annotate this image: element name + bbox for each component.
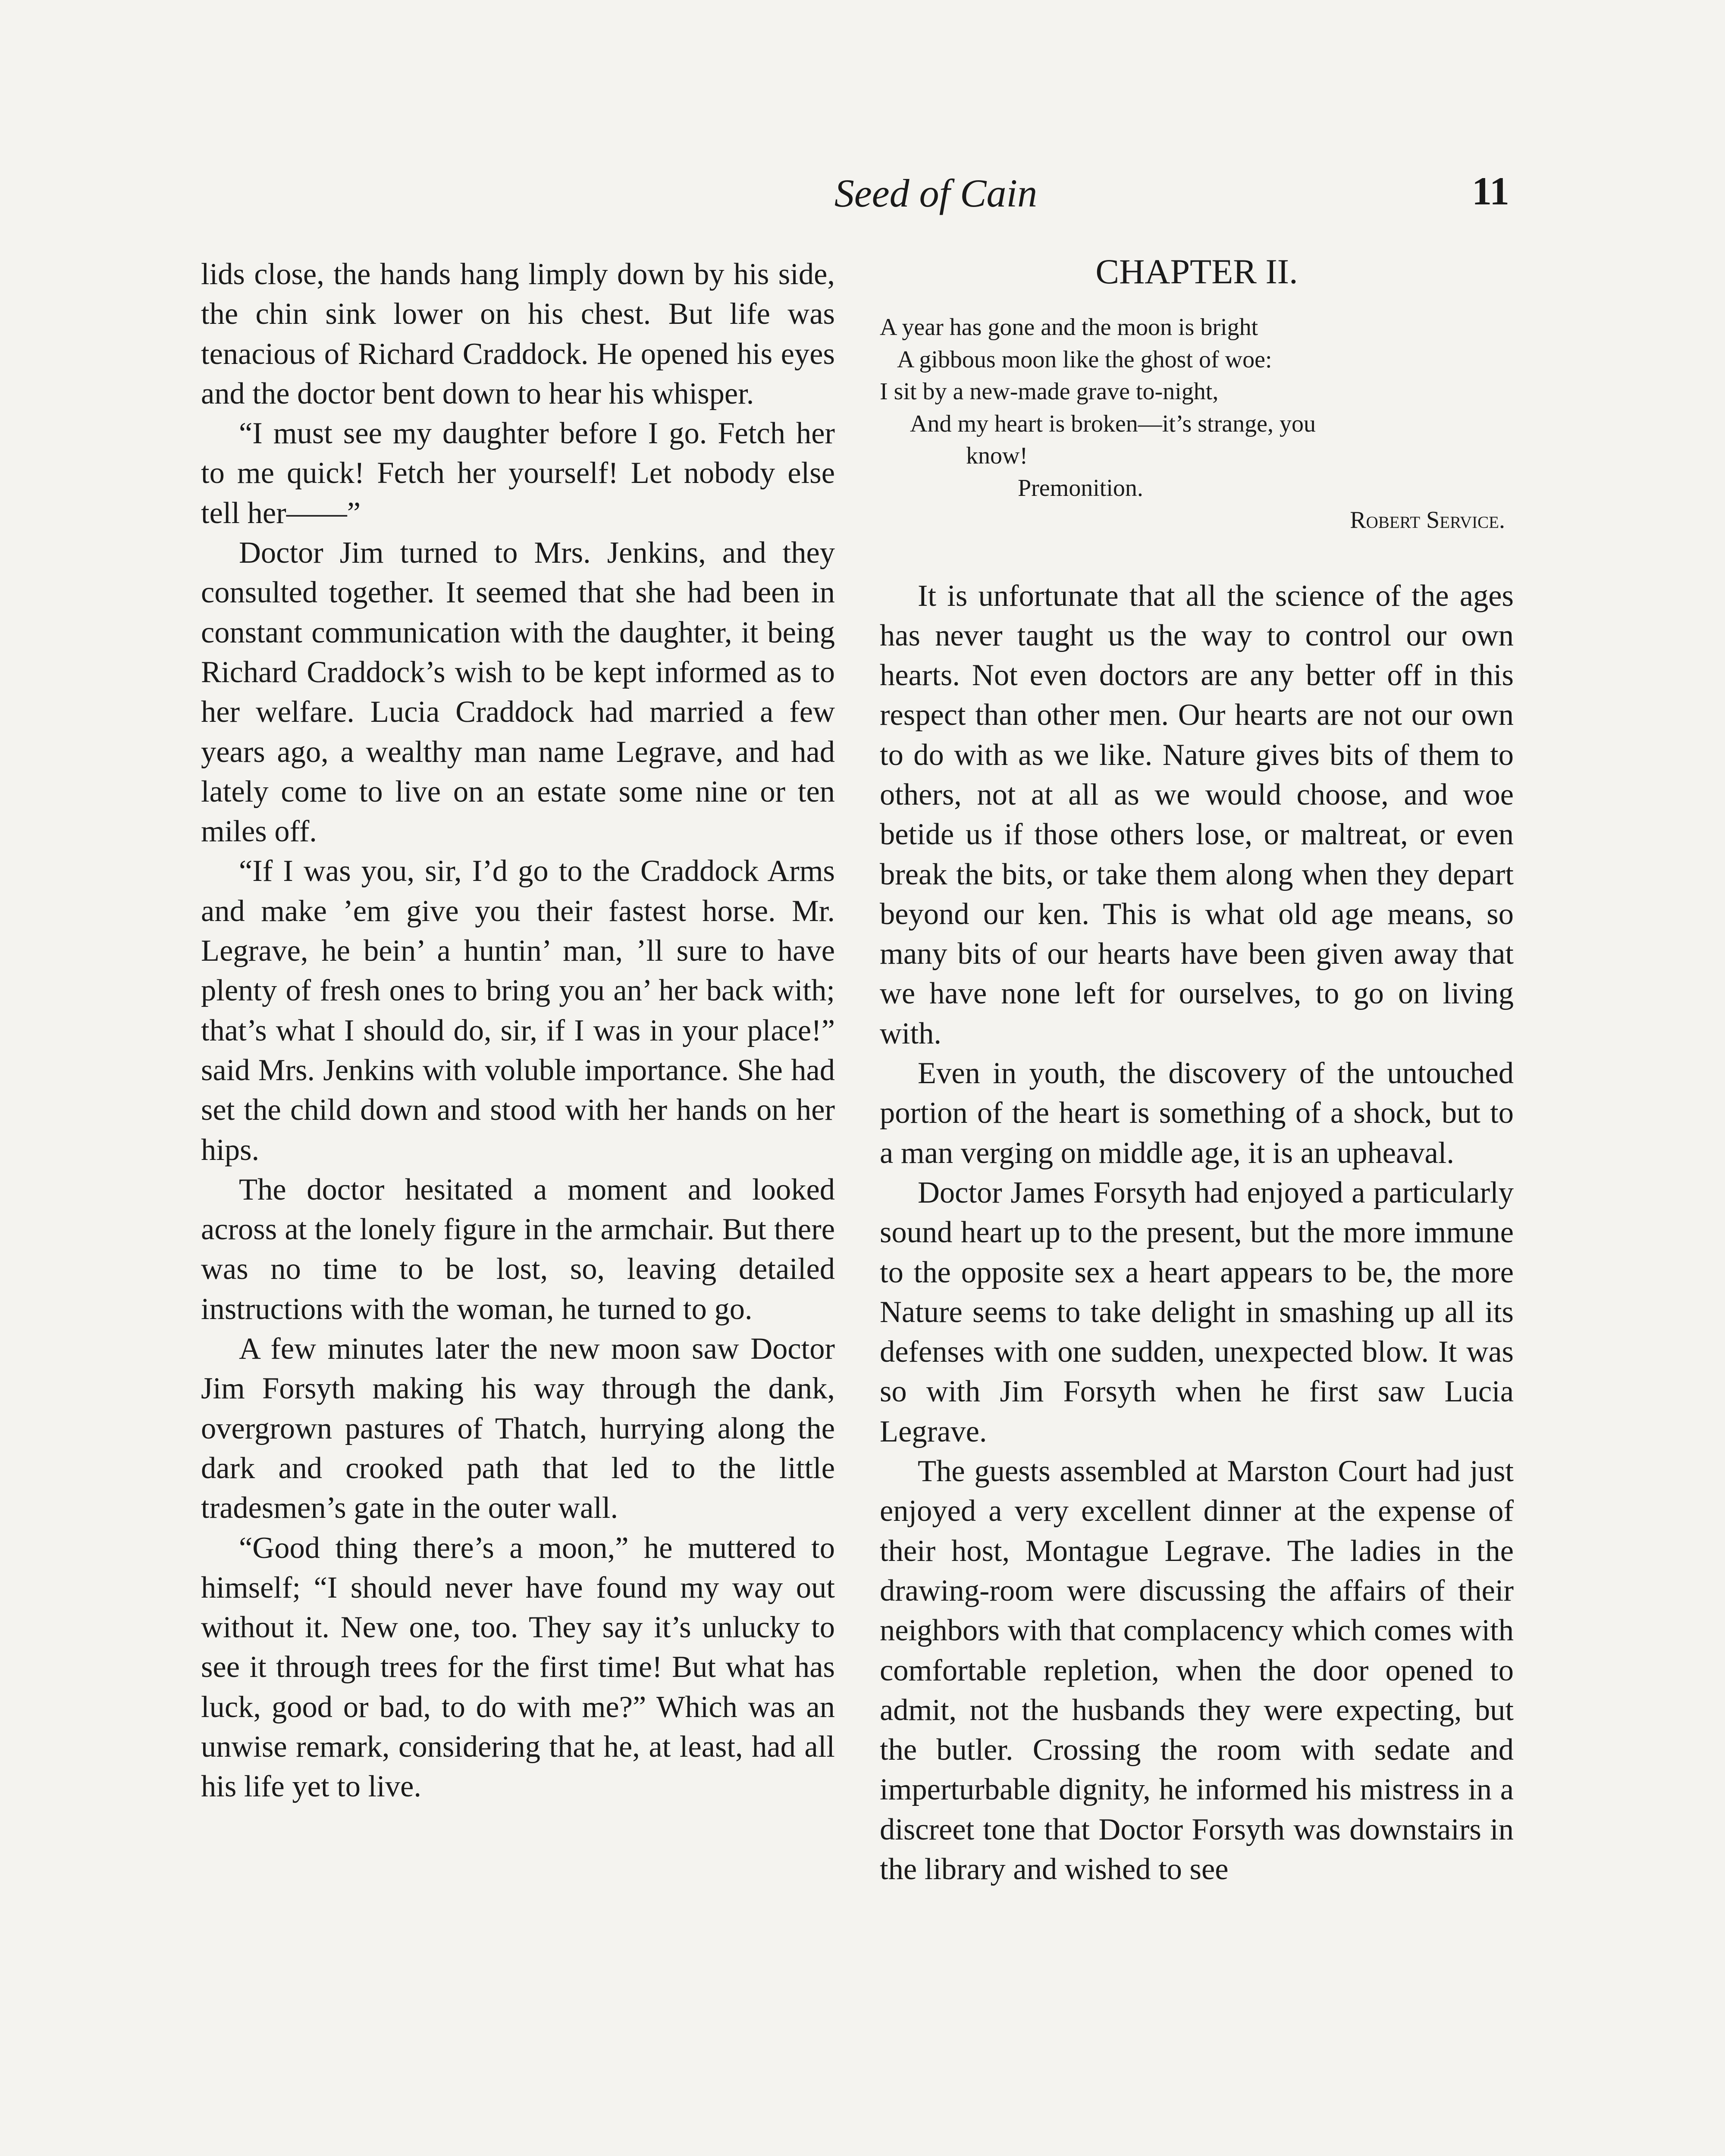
epigraph-line: And my heart is broken—it’s strange, you [910,410,1316,437]
epigraph-line: know! [966,442,1028,469]
epigraph-line: I sit by a new-made grave to-night, [880,378,1219,405]
paragraph: The guests assembled at Marston Court had just enjoyed a very excellent dinner at the expense of their host, Montague Legrave. The ladies in the drawing-room were discussing the affairs of their neighbors with that complacency which comes with comfortable repletion, when the door opened to admit, not the husbands they were expecting, but the butler. Crossing the room with sedate and imperturbable dignity, he informed his mistress in a discreet tone that Doctor Forsyth was downstairs in the library and wished to see [880,1454,1514,1886]
chapter-title: CHAPTER II. [1095,252,1298,291]
epigraph-line: A year has gone and the moon is bright [880,314,1258,341]
epigraph-source: Premonition. [1018,474,1143,501]
left-column [201,254,835,1807]
epigraph-author: Robert Service. [1350,507,1505,533]
paragraph: A few minutes later the new moon saw Doctor Jim Forsyth making his way through the dank, overgrown pastures of Thatch, hurrying along the dark and crooked path that led to the little tradesmen’s gate in the outer wall. [201,1332,835,1525]
page-number: 11 [1472,169,1509,213]
right-column [880,254,1514,1889]
paragraph: “I must see my daughter before I go. Fetch her to me quick! Fetch her yourself! Let nobody else tell her——” [201,417,835,530]
paragraph: “Good thing there’s a moon,” he muttered to himself; “I should never have found my way out without it. New one, too. They say it’s unlucky to see it through trees for the first time! But what has luck, good or bad, to do with me?” Which was an unwise remark, considering that he, at least, had all his life yet to live. [201,1531,835,1804]
paragraph: Doctor James Forsyth had enjoyed a particularly sound heart up to the present, but the more immune to the opposite sex a heart appears to be, the more Nature seems to take delight in smashing up all its defenses with one sudden, unexpected blow. It was so with Jim Forsyth when he first saw Lucia Legrave. [880,1175,1514,1448]
epigraph-line: A gibbous moon like the ghost of woe: [897,346,1272,373]
running-title: Seed of Cain [834,171,1038,215]
paragraph: Doctor Jim turned to Mrs. Jenkins, and they consulted together. It seemed that she had been in constant communication with the daughter, it being Richard Craddock’s wish to be kept informed as to her welfare. Lucia Craddock had married a few years ago, a wealthy man name Legrave, and had lately come to live on an estate some nine or ten miles off. [201,536,835,849]
paragraph: lids close, the hands hang limply down by his side, the chin sink lower on his chest. But life was tenacious of Richard Craddock. He opened his eyes and the doctor bent down to hear his whisper. [201,257,835,411]
epigraph [880,311,1514,536]
paragraph: “If I was you, sir, I’d go to the Craddock Arms and make ’em give you their fastest horse. Mr. Legrave, he bein’ a huntin’ man, ’ll sure to have plenty of fresh ones to bring you an’ her back with; that’s what I should do, sir, if I was in your place!” said Mrs. Jenkins with voluble importance. She had set the child down and stood with her hands on her hips. [201,854,835,1167]
paragraph: The doctor hesitated a moment and looked across at the lonely figure in the armchair. But there was no time to be lost, so, leaving detailed instructions with the woman, he turned to go. [201,1172,835,1326]
paragraph: It is unfortunate that all the science of the ages has never taught us the way to control our own hearts. Not even doctors are any better off in this respect than other men. Our hearts are not our own to do with as we like. Nature gives bits of them to others, not at all as we would choose, and woe betide us if those others lose, or maltreat, or even break the bits, or take them along when they depart beyond our ken. This is what old age means, so many bits of our hearts have been given away that we have none left for ourselves, to go on living with. [880,579,1514,1050]
paragraph: Even in youth, the discovery of the untouched portion of the heart is something of a shock, but to a man verging on middle age, it is an upheaval. [880,1056,1514,1170]
